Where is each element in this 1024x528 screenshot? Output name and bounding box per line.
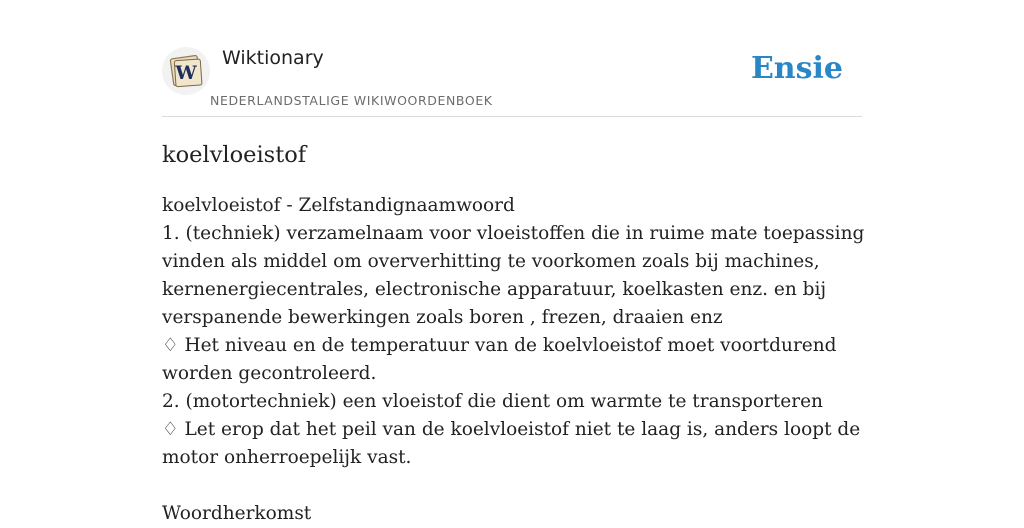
header xyxy=(162,40,862,117)
example-line: ♢ Let erop dat het peil van de koelvloeistof niet te laag is, anders loopt de motor onherroepelijk vast. xyxy=(162,419,861,468)
definition-line: 2. (motortechniek) een vloeistof die dient om warmte te transporteren xyxy=(162,391,823,412)
definition-line: koelvloeistof - Zelfstandignaamwoord xyxy=(162,195,515,216)
definition-body xyxy=(162,192,872,472)
etymology-heading: Woordherkomst xyxy=(162,503,312,524)
svg-text:W: W xyxy=(175,62,197,84)
source-name[interactable]: Wiktionary xyxy=(222,47,324,69)
brand-logo[interactable]: Ensie xyxy=(750,51,843,86)
page-title: koelvloeistof xyxy=(162,142,307,168)
example-line: ♢ Het niveau en de temperatuur van de koelvloeistof moet voortdurend worden gecontroleerd. xyxy=(162,335,837,384)
source-subtitle: NEDERLANDSTALIGE WIKIWOORDENBOEK xyxy=(210,93,493,108)
wiktionary-logo-icon[interactable] xyxy=(162,47,210,95)
definition-line: 1. (techniek) verzamelnaam voor vloeistoffen die in ruime mate toepassing vinden als middel om oververhitting te voorkomen zoals bij machines, kernenergiecentrales, electronische apparatuur, koelkasten enz. en bij verspanende bewerkingen zoals boren , frezen, draaien enz xyxy=(162,223,865,328)
